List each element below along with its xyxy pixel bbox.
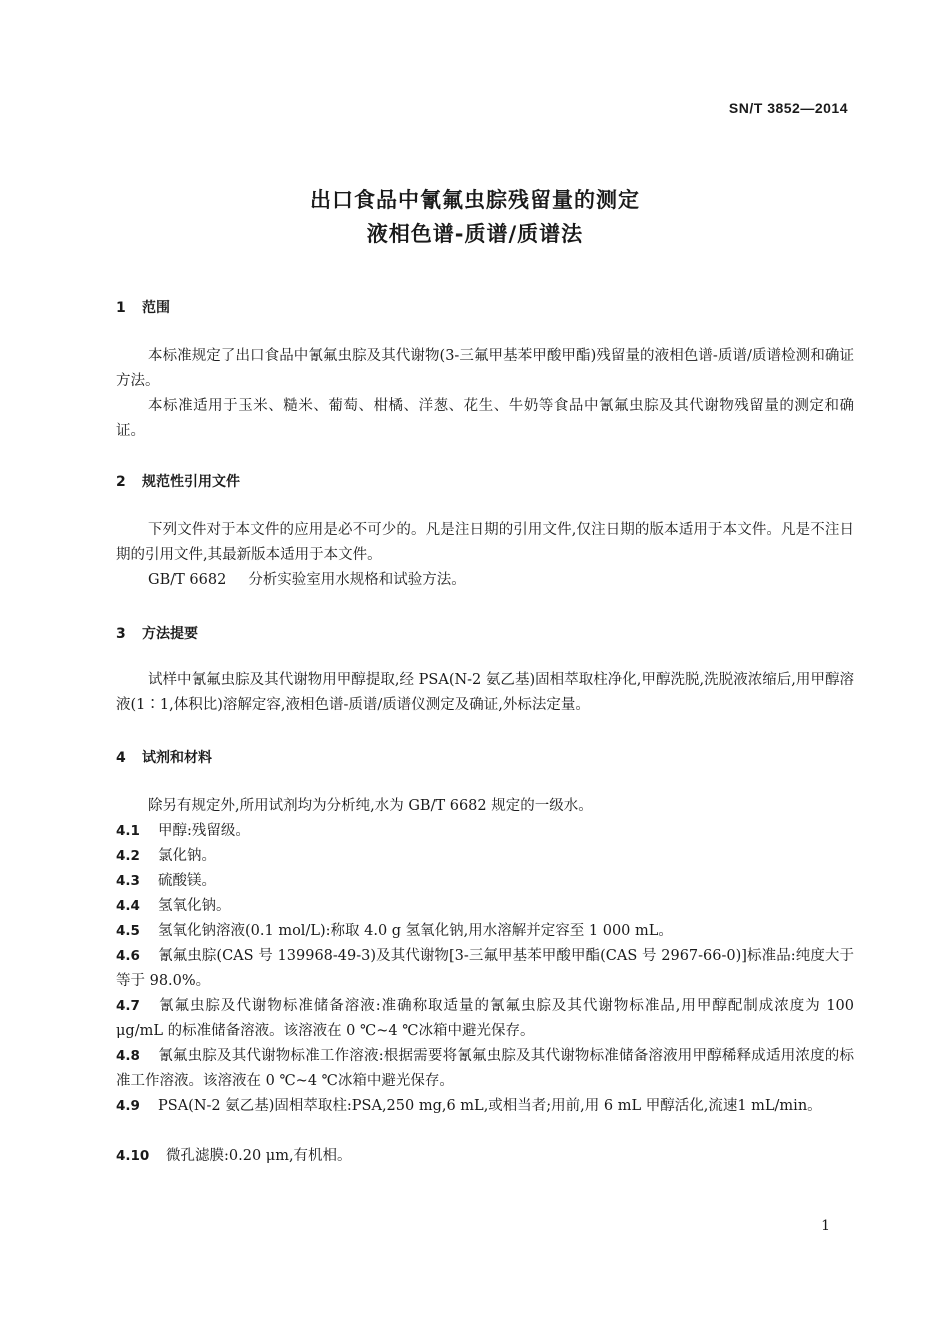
section-title: 试剂和材料 <box>142 750 212 766</box>
method-summary-paragraph: 试样中氰氟虫腙及其代谢物用甲醇提取,经 PSA(N-2 氨乙基)固相萃取柱净化,甲醇洗脱,洗脱液浓缩后,用甲醇溶液(1∶1,体积比)溶解定容,液相色谱-质谱/质谱仪测定及确证,外标法定量。 <box>116 672 854 713</box>
reference-code: GB/T 6682 <box>148 572 227 588</box>
list-item <box>116 994 854 1044</box>
document-title: 出口食品中氰氟虫腙残留量的测定 <box>310 188 640 212</box>
item-number: 4.1 <box>116 823 140 839</box>
list-item <box>116 1094 854 1119</box>
section-number: 3 <box>116 626 126 642</box>
section-title: 规范性引用文件 <box>142 474 240 490</box>
item-text: 氰氟虫腙及其代谢物标准工作溶液:根据需要将氰氟虫腙及其代谢物标准储备溶液用甲醇稀释成适用浓度的标准工作溶液。该溶液在 0 ℃~4 ℃冰箱中避光保存。 <box>116 1048 854 1089</box>
list-item <box>116 919 854 944</box>
item-text: PSA(N-2 氨乙基)固相萃取柱:PSA,250 mg,6 mL,或相当者;用前,用 6 mL 甲醇活化,流速1 mL/min。 <box>158 1098 822 1114</box>
page-number: 1 <box>821 1218 830 1234</box>
section-heading-method-summary <box>116 623 198 643</box>
list-item <box>116 869 854 894</box>
section-number: 4 <box>116 750 126 766</box>
item-number: 4.2 <box>116 848 140 864</box>
item-number: 4.9 <box>116 1098 140 1114</box>
item-number: 4.3 <box>116 873 140 889</box>
section-title: 方法提要 <box>142 626 198 642</box>
section-number: 2 <box>116 474 126 490</box>
list-item <box>116 844 854 869</box>
section-title: 范围 <box>142 300 170 316</box>
item-text: 氰氟虫腙(CAS 号 139968-49-3)及其代谢物[3-三氟甲基苯甲酸甲酯(CAS 号 2967-66-0)]标准品:纯度大于等于 98.0%。 <box>116 948 854 989</box>
item-number: 4.10 <box>116 1148 150 1164</box>
list-item <box>116 1144 854 1169</box>
section-heading-reagents <box>116 747 212 767</box>
reference-title: 分析实验室用水规格和试验方法。 <box>248 572 466 588</box>
item-text: 氯化钠。 <box>158 848 216 864</box>
item-text: 氰氟虫腙及代谢物标准储备溶液:准确称取适量的氰氟虫腙及其代谢物标准品,用甲醇配制成浓度为 100 μg/mL 的标准储备溶液。该溶液在 0 ℃~4 ℃冰箱中避光保存。 <box>116 998 854 1039</box>
scope-paragraph-2: 本标准适用于玉米、糙米、葡萄、柑橘、洋葱、花生、牛奶等食品中氰氟虫腙及其代谢物残留量的测定和确证。 <box>116 398 854 439</box>
item-text: 氢氧化钠溶液(0.1 mol/L):称取 4.0 g 氢氧化钠,用水溶解并定容至 1 000 mL。 <box>158 923 673 939</box>
section-heading-scope <box>116 297 170 317</box>
document-subtitle: 液相色谱-质谱/质谱法 <box>366 222 584 246</box>
item-number: 4.5 <box>116 923 140 939</box>
item-text: 硫酸镁。 <box>158 873 216 889</box>
list-item <box>116 1044 854 1094</box>
reagents-intro-paragraph: 除另有规定外,所用试剂均为分析纯,水为 GB/T 6682 规定的一级水。 <box>148 798 593 814</box>
item-text: 氢氧化钠。 <box>158 898 231 914</box>
item-number: 4.4 <box>116 898 140 914</box>
section-heading-normative-references <box>116 471 240 491</box>
item-text: 甲醇:残留级。 <box>158 823 250 839</box>
item-text: 微孔滤膜:0.20 μm,有机相。 <box>166 1148 352 1164</box>
item-number: 4.7 <box>116 998 140 1014</box>
scope-paragraph-1: 本标准规定了出口食品中氰氟虫腙及其代谢物(3-三氟甲基苯甲酸甲酯)残留量的液相色谱-质谱/质谱检测和确证方法。 <box>116 348 854 389</box>
references-paragraph: 下列文件对于本文件的应用是必不可少的。凡是注日期的引用文件,仅注日期的版本适用于本文件。凡是不注日期的引用文件,其最新版本适用于本文件。 <box>116 522 854 563</box>
list-item <box>116 944 854 994</box>
item-number: 4.6 <box>116 948 140 964</box>
list-item <box>116 819 854 844</box>
reference-entry <box>148 568 466 593</box>
section-number: 1 <box>116 300 126 316</box>
list-item <box>116 894 854 919</box>
item-number: 4.8 <box>116 1048 140 1064</box>
standard-number: SN/T 3852—2014 <box>728 100 848 116</box>
